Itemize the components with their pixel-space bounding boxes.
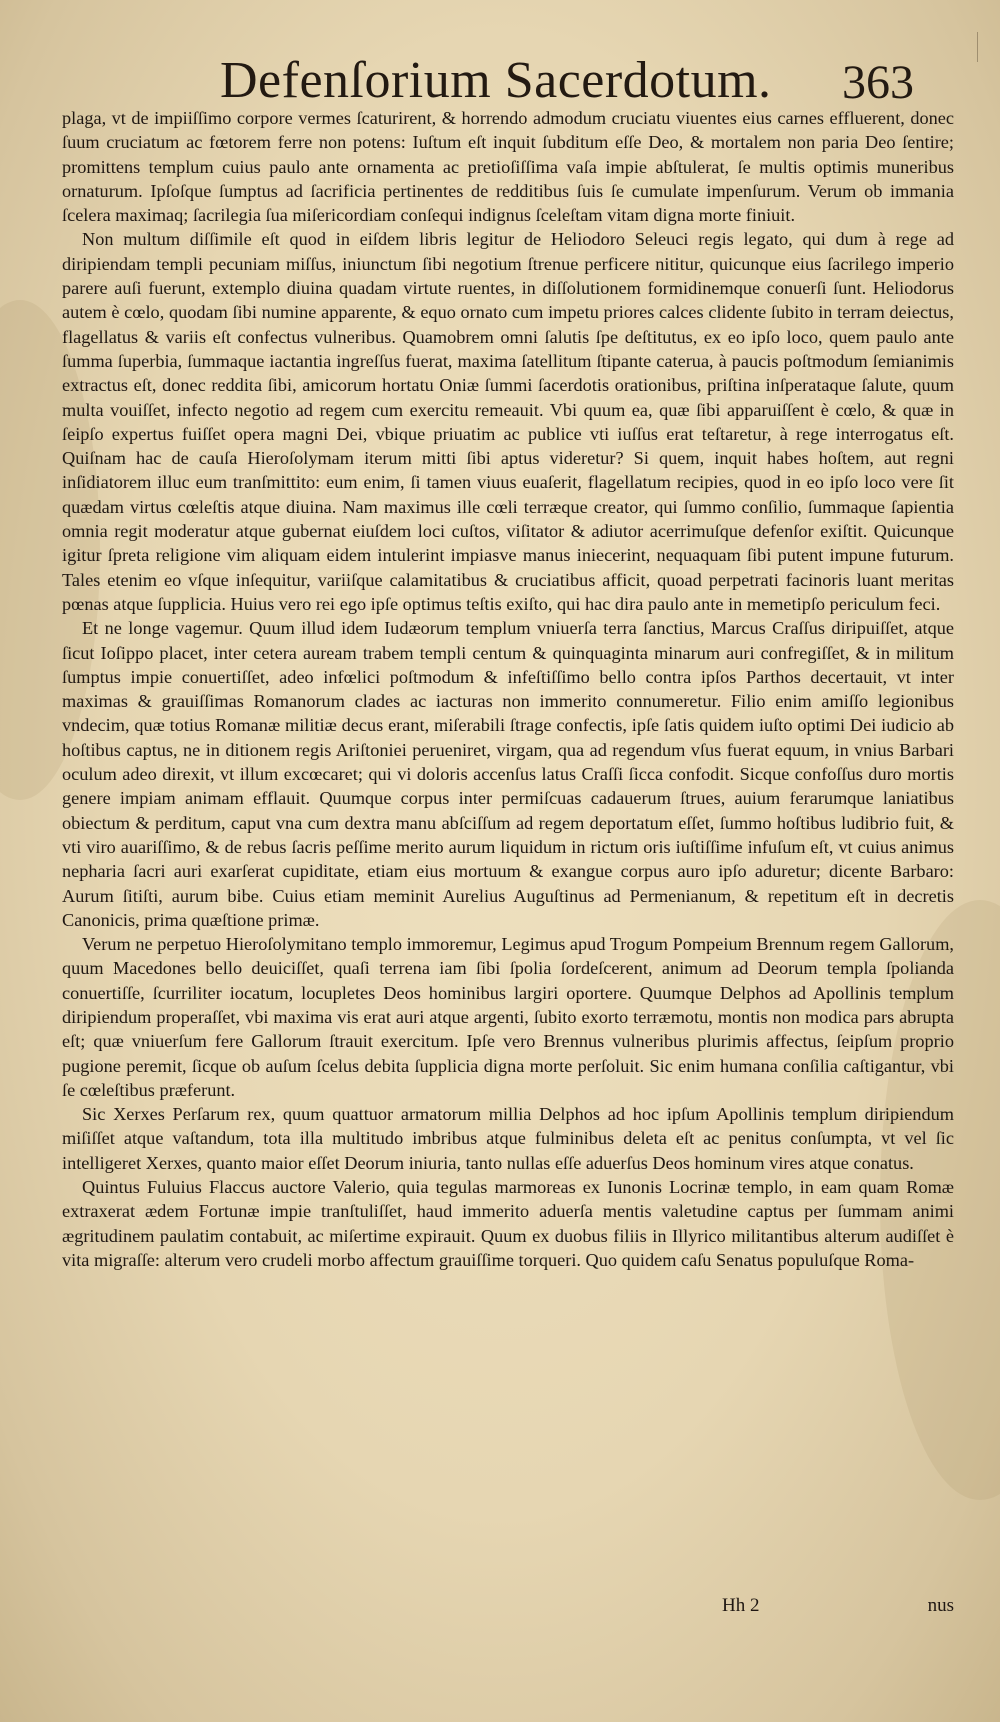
body-paragraph: Et ne longe vagemur. Quum illud idem Iudæorum templum vniuerſa terra ſanctius, Marcus Craſſus diripuiſſet, atque ſicut Ioſippo placet, inter cetera auream trabem templi centum & quinquaginta minarum auri confregiſſet, & in militum ſumptus impie conuertiſſet, adeo infœlici poſtmodum & infeſtiſſimo bello contra ipſos Parthos decertauit, vt inter maximas & grauiſſimas Romanorum clades ac iacturas non immerito connumeretur. Filio enim amiſſo legionibus vndecim, quæ totius Romanæ militiæ decus erant, miſerabili ſtrage confectis, ipſe ſatis quidem iuſto optimi Dei iudicio ab hoſtibus captus, ne in ditionem regis Ariſtoniei perueniret, virgam, qua ad regendum vſus fuerat equum, in vnius Barbari oculum adeo direxit, vt illum excœcaret; qui vi doloris accenſus latus Craſſi ſicca confodit. Sicque confoſſus duro mortis genere impiam animam efflauit. Quumque corpus inter permiſcuas cadauerum ſtrues, auium ferarumque laniatibus obiectum & perditum, caput vna cum dextra manu abſciſſum ad regem deportatum eſſet, ſummo hoſtibus ludibrio fuit, & vti viro auariſſimo, & de rebus ſacris peſſime merito aurum liquidum in rictum oris iuſtiſſime infuſum eſt, vt cuius animus nepharia ſacri auri exarſerat cupiditate, etiam eius mortuum & exangue corpus auro ipſo aduretur; dicente Barbaro: Aurum ſitiſti, aurum bibe. Cuius etiam meminit Aurelius Auguſtinus ad Permenianum, & repetitum eſt in decretis Canonicis, prima quæſtione primæ. <box>62 618 954 930</box>
signature-mark: Hh 2 <box>722 1595 760 1616</box>
body-paragraph: Non multum diſſimile eſt quod in eiſdem libris legitur de Heliodoro Seleuci regis legato, qui dum à rege ad diripiendam templi pecuniam miſſus, iniunctum ſibi negotium ſtrenue perficere nititur, quicunque eius ſacrilego imperio parere auſi fuerunt, extemplo diuina quadam virtute ruentes, in diſſolutionem formidinemque conuerſi ſunt. Heliodorus autem è cœlo, quodam ſibi numine apparente, & equo ornato cum impetu priores calces clidente ſubito in terram deiectus, flagellatus & variis eſt confectus vulneribus. Quamobrem omni ſalutis ſpe deſtitutus, ex eo ipſo loco, quem paulo ante ſumma ſuperbia, ſummaque iactantia ingreſſus fuerat, maxima ſatellitum ſtipante caterua, à paucis poſtmodum ſemianimis extractus eſt, donec reddita ſibi, amicorum hortatu Oniæ ſummi ſacerdotis orationibus, priſtina inſperataque ſalute, quum multa vouiſſet, infecto negotio ad regem cum exercitu remeauit. Vbi quum ea, quæ ſibi apparuiſſent è cœlo, & quæ in ſeipſo expertus fuiſſet opera magni Dei, vbique priuatim ac publice vti iuſſus erat teſtaretur, à rege interrogatus eſt. Quiſnam hac de cauſa Hieroſolymam iterum mitti ſibi aptus videretur? Si quem, inquit habes hoſtem, aut regni inſidiatorem illuc eum tranſmittito: eum enim, ſi tamen viuus euaſerit, flagellatum recipies, quod in eo ipſo loco vere ſit quædam virtus cœleſtis atque diuina. Nam maximus ille cœli terræque creator, qui ſummo conſilio, ſummaque ſapientia omnia regit moderatur atque gubernat eiuſdem loci cuſtos, viſitator & adiutor acerrimuſque defenſor exiſtit. Quicunque igitur ſpreta religione vim aliquam eidem intulerint impiasve manus iniecerint, nequaquam ſibi putent impune futurum. Tales etenim eo vſque inſequitur, variiſque calamitatibus & cruciatibus afficit, quoad perpetrati facinoris luant meritas pœnas atque ſupplicia. Huius vero rei ego ipſe optimus teſtis exiſto, qui hac dira paulo ante in memetipſo periculum feci. <box>62 229 954 614</box>
body-paragraph: Verum ne perpetuo Hieroſolymitano templo immoremur, Legimus apud Trogum Pompeium Brennum regem Gallorum, quum Macedones bello deuiciſſet, quaſi terrena iam ſibi ſpolia ſordeſcerent, animum ad Deorum templa ſpolianda conuertiſſe, ſcurriliter iocatum, locupletes Deos hominibus largiri oportere. Quumque Delphos ad Apollinis templum diripiendum properaſſet, vbi maxima vis erat auri atque argenti, ſubito exorto terræmotu, montis non modica pars abrupta eſt; quæ vniuerſum fere Gallorum ſtrauit exercitum. Ipſe vero Brennus vulneribus plurimis affectus, ſeipſum proprio pugione peremit, ſicque ob auſum ſcelus debita ſupplicia digna morte perſoluit. Sic enim humana conſilia caſtigantur, vbi ſe cœleſtibus præferunt. <box>62 934 954 1100</box>
body-paragraph: Sic Xerxes Perſarum rex, quum quattuor armatorum millia Delphos ad hoc ipſum Apollinis templum diripiendum miſiſſet atque vaſtandum, tota illa multitudo imbribus atque fulminibus deleta eſt ac penitus conſumpta, vt vel ſic intelligeret Xerxes, quanto maior eſſet Deorum iniuria, tanto nullas eſſe aduerſus Deos hominum vires atque conatus. <box>62 1104 954 1173</box>
running-title: Defenſorium Sacerdotum. <box>220 52 772 109</box>
catchword: nus <box>927 1595 954 1616</box>
margin-mark <box>977 32 984 62</box>
body-paragraph: plaga, vt de impiiſſimo corpore vermes ſcaturirent, & horrendo admodum cruciatu viuentes eius carnes effluerent, donec ſuum cruciatum ac fœtorem ferre non potens: Iuſtum eſt inquit ſubditum eſſe Deo, & mortalem non paria Deo ſentire; promittens templum cuius paulo ante ornamenta ac pretioſiſſima vaſa impie abſtulerat, ſe multis optimis muneribus ornaturum. Ipſoſque ſumptus ad ſacrificia pertinentes de redditibus ſuis ſe cumulate impenſurum. Verum ob immania ſcelera maximaq; ſacrilegia ſua miſericordiam conſequi indignus ſceleſtam vitam digna morte finiuit. <box>62 108 954 226</box>
page-number: 363 <box>842 56 914 109</box>
body-paragraph: Quintus Fuluius Flaccus auctore Valerio, quia tegulas marmoreas ex Iunonis Locrinæ templo, in eam quam Romæ extraxerat ædem Fortunæ impie tranſtuliſſet, haud immerito aduerſa mentis valetudine captus per ſummam animi ægritudinem paulatim contabuit, ac miſertime expirauit. Quum ex duobus filiis in Illyrico militantibus alterum audiſſet è vita migraſſe: alterum vero crudeli morbo affectum grauiſſime torqueri. Quo quidem caſu Senatus populuſque Roma- <box>62 1177 954 1270</box>
text-block <box>62 106 954 1272</box>
page-footer <box>62 1594 954 1618</box>
